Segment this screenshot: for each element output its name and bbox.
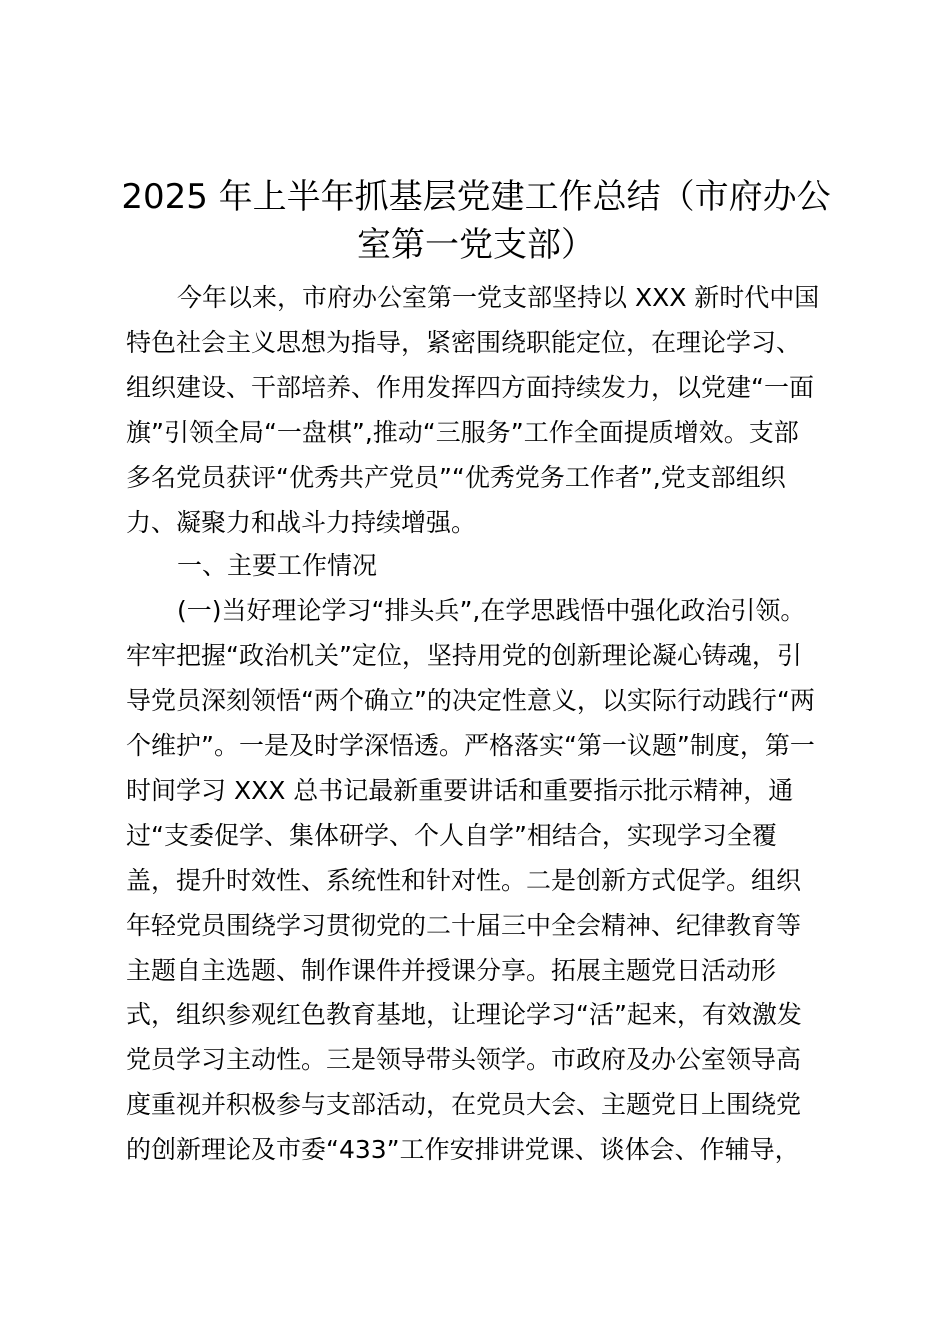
title-line-2: 室第一党支部）	[357, 225, 595, 265]
body-line: 时间学习 XXX 总书记最新重要讲话和重要指示批示精神，通	[126, 776, 794, 805]
body-line: 组织建设、干部培养、作用发挥四方面持续发力，以党建“一面	[126, 373, 814, 402]
body-line: 年轻党员围绕学习贯彻党的二十届三中全会精神、纪律教育等	[126, 911, 802, 940]
body-line: 牢牢把握“政治机关”定位，坚持用党的创新理论凝心铸魂，引	[126, 641, 802, 670]
body-line: 主题自主选题、制作课件并授课分享。拓展主题党日活动形	[126, 956, 777, 985]
body-line: 导党员深刻领悟“两个确立”的决定性意义，以实际行动践行“两	[126, 686, 815, 715]
title-line-1: 2025 年上半年抓基层党建工作总结（市府办公	[121, 177, 831, 217]
body-line: 多名党员获评“优秀共产党员”“优秀党务工作者”,党支部组织	[126, 463, 786, 492]
body-line: 个维护”。一是及时学深悟透。严格落实“第一议题”制度，第一	[126, 731, 815, 760]
body-line: 的创新理论及市委“433”工作安排讲党课、谈体会、作辅导，	[126, 1135, 800, 1164]
body-line: 今年以来，市府办公室第一党支部坚持以 XXX 新时代中国	[177, 283, 820, 312]
body-line: 特色社会主义思想为指导，紧密围绕职能定位，在理论学习、	[126, 328, 802, 357]
body-line: 度重视并积极参与支部活动，在党员大会、主题党日上围绕党	[126, 1090, 802, 1119]
body-line: 过“支委促学、集体研学、个人自学”相结合，实现学习全覆	[126, 821, 777, 850]
document-title	[120, 173, 832, 269]
section-heading: 一、主要工作情况	[177, 551, 378, 580]
body-line: 力、凝聚力和战斗力持续增强。	[126, 508, 477, 537]
body-line: 式，组织参观红色教育基地，让理论学习“活”起来，有效激发	[126, 1000, 802, 1029]
body-line: 旗”引领全局“一盘棋”,推动“三服务”工作全面提质增效。支部	[126, 418, 799, 447]
body-line: 党员学习主动性。三是领导带头领学。市政府及办公室领导高	[126, 1045, 802, 1074]
body-line: 盖，提升时效性、系统性和针对性。二是创新方式促学。组织	[126, 866, 802, 895]
subsection-heading: (一)当好理论学习“排头兵”,在学思践悟中强化政治引领。	[177, 596, 806, 625]
